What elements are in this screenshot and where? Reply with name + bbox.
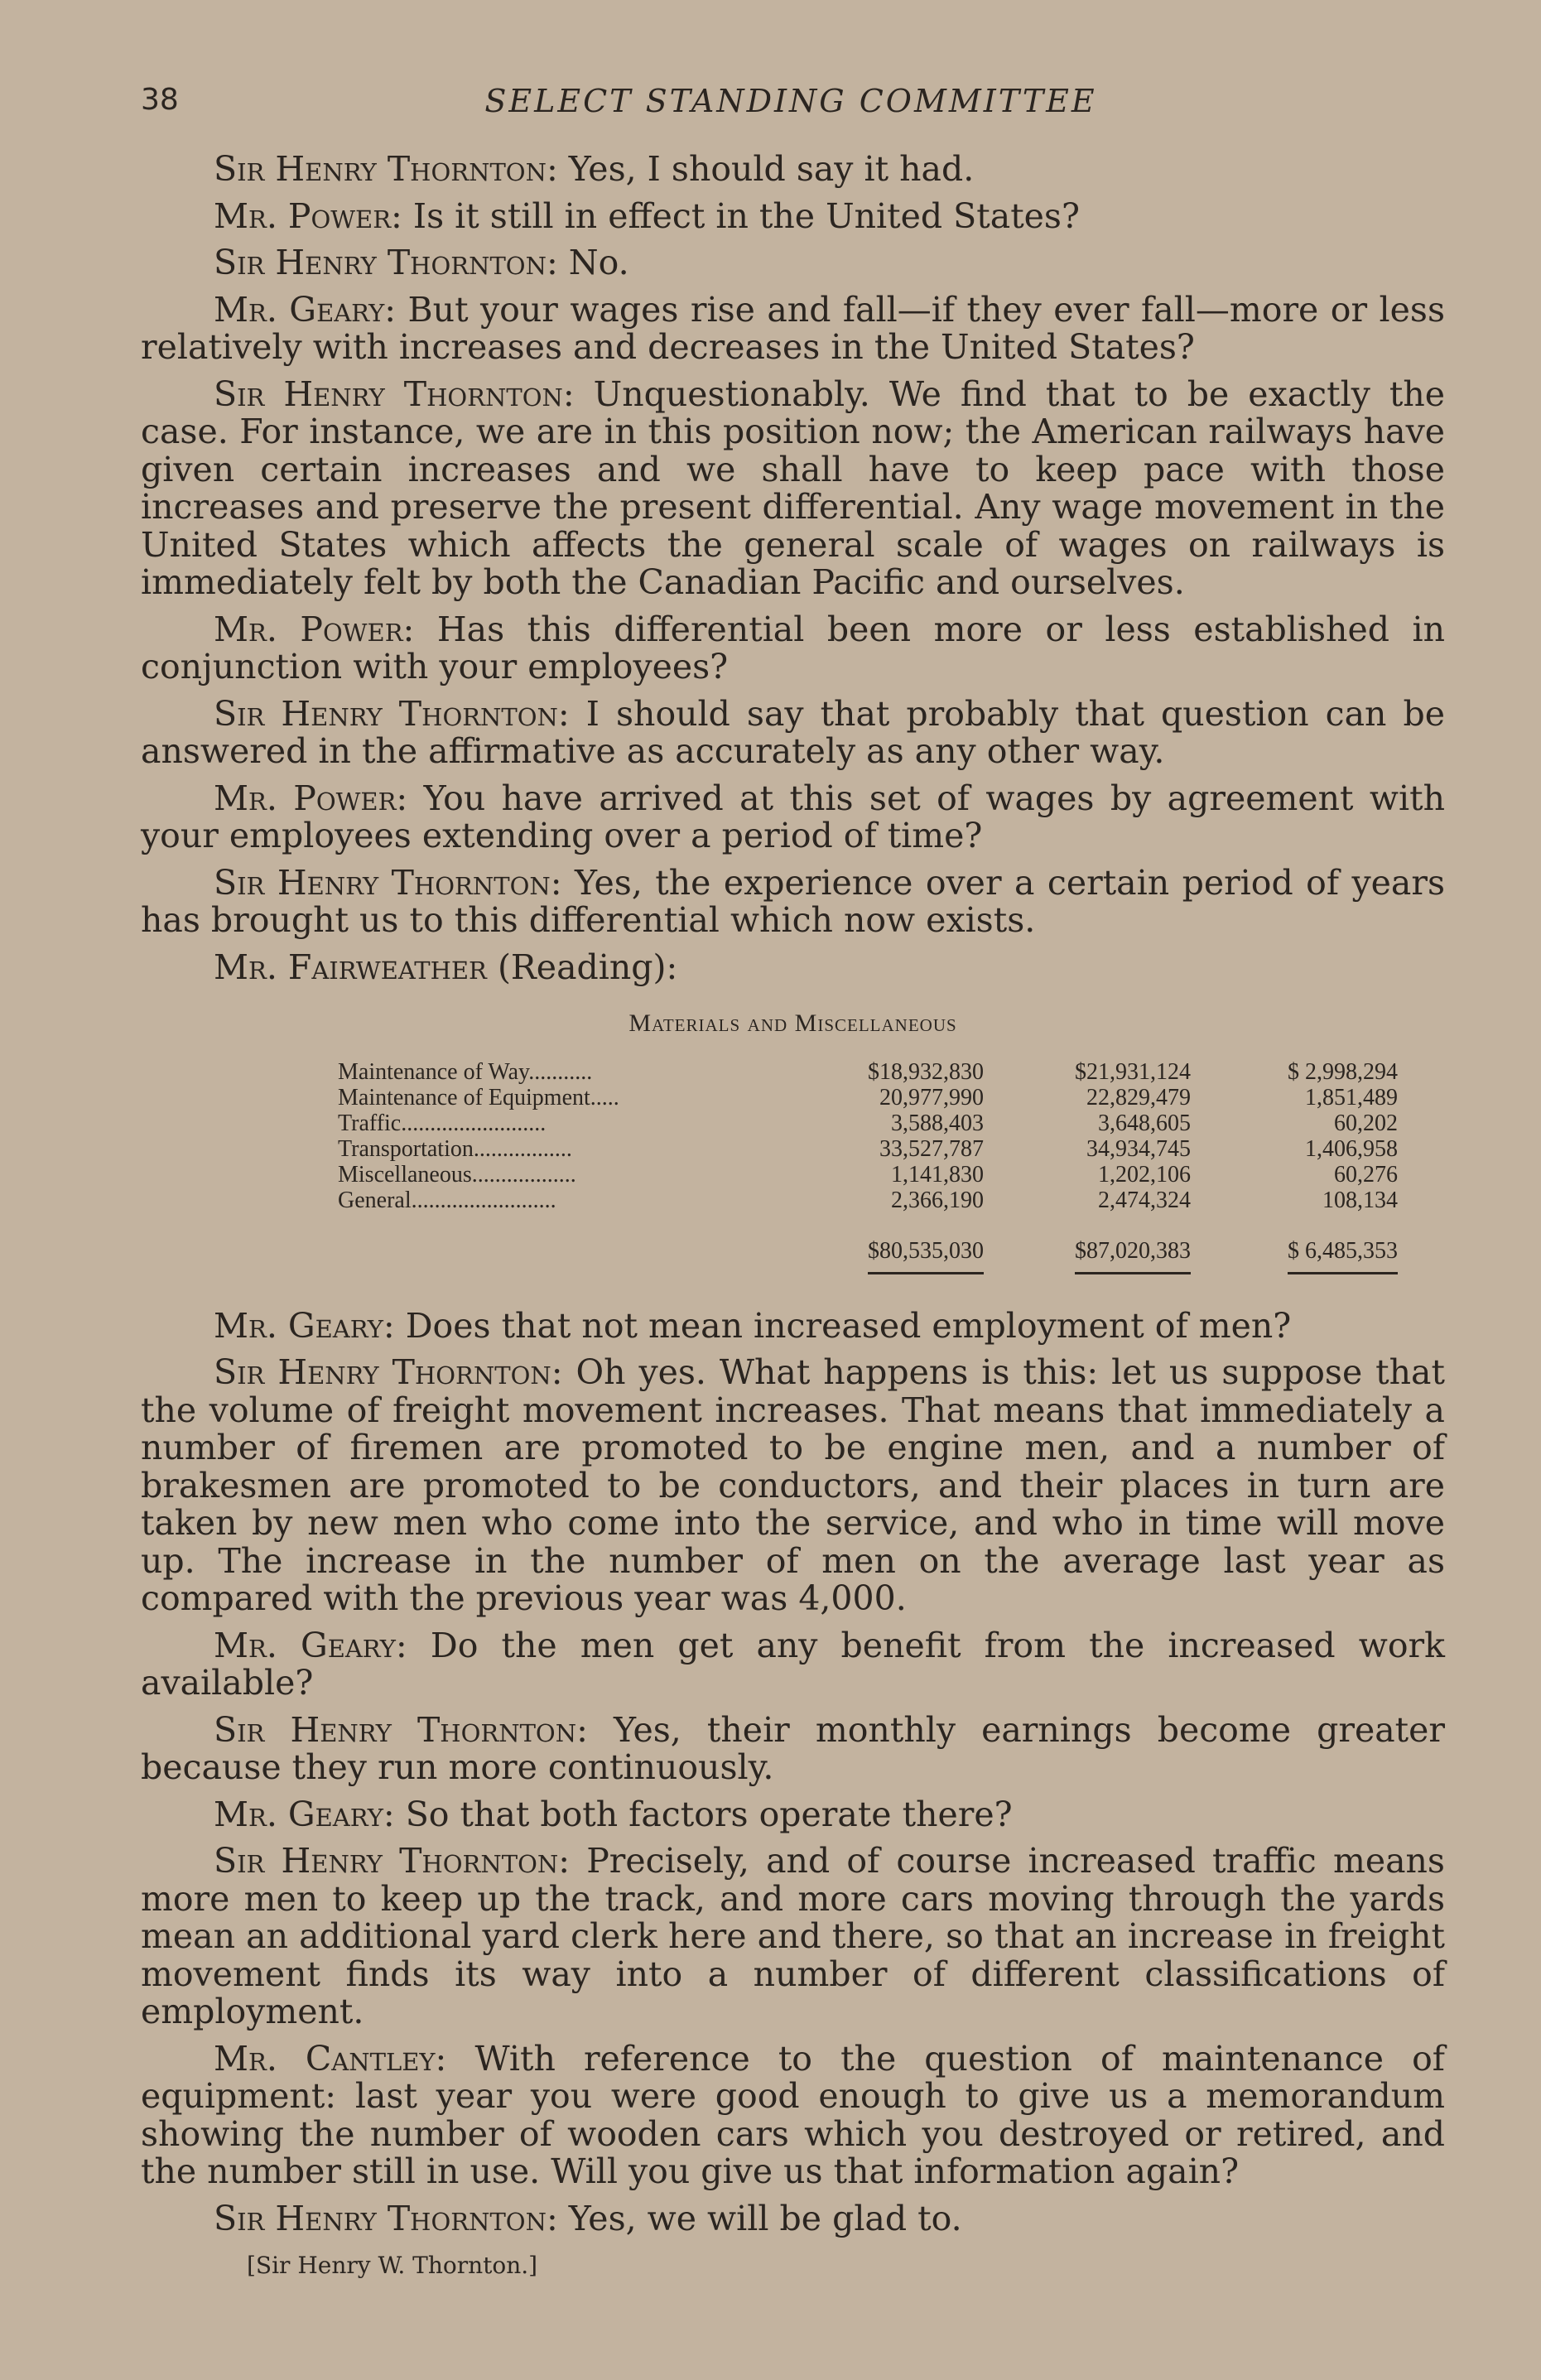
speaker-name: Sir Henry Thornton: (214, 2198, 558, 2238)
speech-text: So that both factors operate there? (394, 1794, 1013, 1834)
row-value-c3: 60,202 (1334, 1110, 1398, 1136)
speech-text: You have arrived at this set of wages by agreement with your employees extending over a period of time? (141, 778, 1445, 855)
speech-text: Does that not mean increased employment of men? (394, 1305, 1292, 1346)
testimony-paragraph (141, 291, 1445, 367)
row-value-c2: 3,648,605 (1098, 1110, 1191, 1136)
speech-text: Yes, the experience over a certain period of years has brought us to this differential which now exists. (141, 862, 1445, 940)
testimony-paragraph (141, 373, 1445, 602)
testimony-paragraph (141, 195, 1445, 236)
speaker-name: Sir Henry Thornton: (214, 1841, 571, 1881)
testimony-paragraph (141, 1843, 1445, 2031)
testimony-paragraph (141, 693, 1445, 771)
table-row (338, 1162, 1398, 1188)
row-value-c1: 1,141,830 (891, 1161, 984, 1188)
speaker-name: Sir Henry Thornton: (214, 149, 558, 189)
speech-text: Do the men get any benefit from the increased work available? (141, 1625, 1445, 1703)
speech-text: But your wages rise and fall—if they ever fall—more or less relatively with increases and decreases in the United States? (141, 289, 1445, 367)
row-value-c1: 3,588,403 (891, 1110, 984, 1136)
row-label: Maintenance of Way........... (338, 1058, 593, 1085)
table-row (338, 1188, 1398, 1213)
table-row (338, 1136, 1398, 1162)
speech-text: Is it still in effect in the United States? (402, 195, 1080, 236)
speaker-name: Mr. Cantley: (214, 2038, 447, 2079)
testimony-paragraph (141, 2040, 1445, 2191)
materials-table (338, 1059, 1398, 1274)
table-row (338, 1059, 1398, 1085)
testimony-paragraph (141, 2200, 1445, 2238)
speech-text: Oh yes. What happens is this: let us suppose that the volume of freight movement increases. That means that immediately a number of firemen are promoted to be engine men, and a number of brakesmen are promoted to be conductors, and their places in turn are taken by new men who come into the service, and who in time will move up. The increase in the number of men on the average last year as compared with the previous year was 4,000. (141, 1352, 1445, 1618)
row-value-c2: $21,931,124 (1075, 1058, 1191, 1085)
testimony-paragraph (141, 780, 1445, 855)
speaker-name: Sir Henry Thornton: (214, 373, 575, 414)
running-title: SELECT STANDING COMMITTEE (484, 83, 1097, 119)
speech-text: With reference to the question of maintenance of equipment: last year you were good enough to give us a memorandum showing the number of wooden cars which you destroyed or retired, and the number still in use. Will you give us that information again? (141, 2038, 1445, 2191)
speaker-name: Mr. Geary: (214, 1625, 407, 1665)
speech-text: Has this differential been more or less established in conjunction with your employees? (141, 609, 1445, 687)
speaker-name: Mr. Geary: (214, 1305, 395, 1346)
total-col-1: $80,535,030 (868, 1238, 984, 1274)
speaker-attribution: [Sir Henry W. Thornton.] (247, 2252, 538, 2279)
page-number: 38 (141, 83, 179, 117)
testimony-paragraph (141, 1709, 1445, 1787)
row-label: General......................... (338, 1187, 556, 1213)
speaker-name: Mr. Power: (214, 195, 402, 236)
table-row (338, 1111, 1398, 1136)
speaker-name: Sir Henry Thornton: (214, 693, 570, 734)
speaker-name: Sir Henry Thornton: (214, 243, 558, 282)
row-value-c2: 22,829,479 (1086, 1084, 1191, 1111)
testimony-paragraph (141, 1796, 1445, 1834)
transcript-top (141, 151, 1445, 986)
speaker-name: Sir Henry Thornton: (214, 862, 562, 903)
testimony-paragraph (141, 949, 1445, 987)
speaker-name: Sir Henry Thornton: (214, 1352, 563, 1392)
row-label: Maintenance of Equipment..... (338, 1084, 619, 1111)
speech-text: I should say that probably that question can be answered in the affirmative as accurately as any other way. (141, 693, 1445, 771)
row-value-c1: $18,932,830 (868, 1058, 984, 1085)
speaker-name: Mr. Fairweather (214, 947, 487, 987)
row-value-c1: 2,366,190 (891, 1187, 984, 1213)
table-total-row (338, 1213, 1398, 1274)
total-col-3: $ 6,485,353 (1288, 1238, 1398, 1274)
speech-text: Yes, I should say it had. (557, 149, 975, 189)
testimony-paragraph (141, 611, 1445, 687)
testimony-paragraph (141, 1627, 1445, 1703)
materials-table-block (141, 1005, 1445, 1274)
row-value-c3: $ 2,998,294 (1288, 1058, 1398, 1085)
testimony-paragraph (141, 1354, 1445, 1618)
testimony-paragraph (141, 1305, 1445, 1346)
speech-text: Yes, their monthly earnings become greater because they run more continuously. (141, 1709, 1445, 1787)
testimony-paragraph (141, 244, 1445, 282)
speech-text: Precisely, and of course increased traffic means more men to keep up the track, and more cars moving through the yards mean an additional yard clerk here and there, so that an increase in freight movement finds its way into a number of different classifications of employment. (141, 1841, 1445, 2031)
row-value-c1: 20,977,990 (879, 1084, 984, 1111)
row-label: Miscellaneous.................. (338, 1161, 576, 1188)
testimony-paragraph (141, 862, 1445, 940)
row-value-c2: 2,474,324 (1098, 1187, 1191, 1213)
row-value-c3: 1,406,958 (1305, 1135, 1398, 1162)
row-value-c2: 1,202,106 (1098, 1161, 1191, 1188)
row-value-c1: 33,527,787 (879, 1135, 984, 1162)
row-value-c3: 108,134 (1322, 1187, 1398, 1213)
speaker-name: Mr. Geary: (214, 289, 397, 330)
row-label: Transportation................. (338, 1135, 572, 1162)
row-label: Traffic......................... (338, 1110, 547, 1136)
speech-text: (Reading): (486, 947, 678, 987)
speaker-name: Mr. Power: (214, 609, 415, 649)
speech-text: Yes, we will be glad to. (557, 2198, 962, 2238)
speech-text: No. (557, 243, 629, 282)
row-value-c2: 34,934,745 (1086, 1135, 1191, 1162)
page-header (141, 83, 1441, 129)
speech-text: Unquestionably. We find that to be exactly the case. For instance, we are in this position now; the American railways have given certain increases and we shall have to keep pace with those increases and preserve the present differential. Any wage movement in the United States which affects the general scale of wages on railways is immediately felt by both the Canadian Pacific and ourselves. (141, 373, 1445, 602)
transcript-bottom (141, 1305, 1445, 2238)
row-value-c3: 60,276 (1334, 1161, 1398, 1188)
testimony-paragraph (141, 151, 1445, 189)
row-value-c3: 1,851,489 (1305, 1084, 1398, 1111)
total-col-2: $87,020,383 (1075, 1238, 1191, 1274)
speaker-name: Mr. Power: (214, 778, 408, 818)
transcript-body (141, 151, 1445, 2285)
table-row (338, 1085, 1398, 1111)
speaker-name: Sir Henry Thornton: (214, 1709, 588, 1750)
table-title: Materials and Miscellaneous (628, 1009, 957, 1037)
speaker-name: Mr. Geary: (214, 1794, 395, 1834)
